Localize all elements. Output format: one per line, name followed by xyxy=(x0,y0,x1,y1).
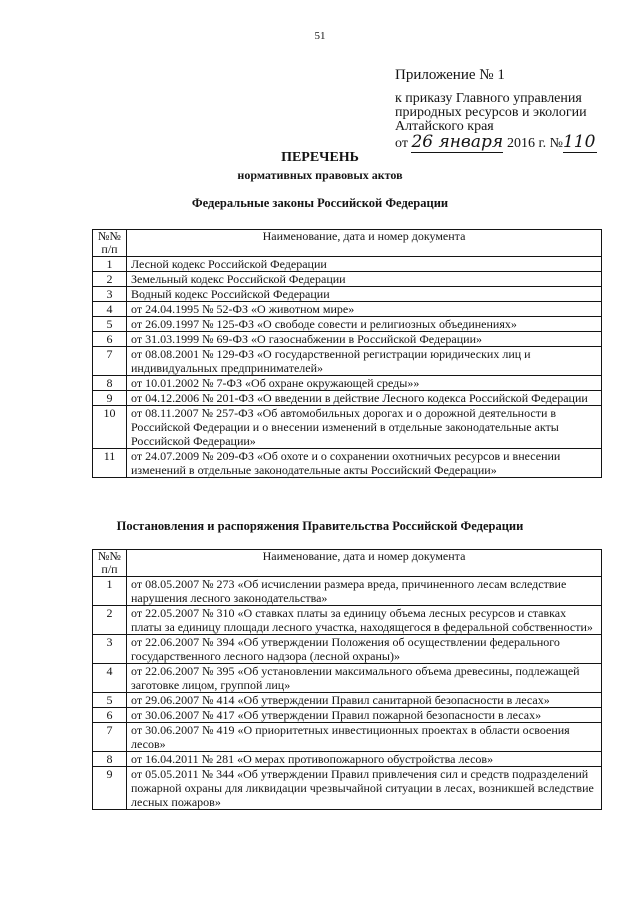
table-row xyxy=(93,752,602,767)
row-number: 6 xyxy=(93,708,127,723)
table-row xyxy=(93,287,602,302)
document-name: от 30.06.2007 № 419 «О приоритетных инвестиционных проектах в области освоения лесов» xyxy=(127,723,602,752)
row-number: 5 xyxy=(93,317,127,332)
document-name: от 24.04.1995 № 52-ФЗ «О животном мире» xyxy=(127,302,602,317)
row-number: 5 xyxy=(93,693,127,708)
document-name: от 22.05.2007 № 310 «О ставках платы за единицу объема лесных ресурсов и ставках платы за единицу площади лесного участка, находящегося в федеральной собственности» xyxy=(127,606,602,635)
date-prefix: от xyxy=(395,136,408,151)
table-row xyxy=(93,767,602,810)
table-row xyxy=(93,635,602,664)
appendix-line-3: Алтайского края xyxy=(395,119,494,134)
row-number: 9 xyxy=(93,391,127,406)
date-year: 2016 г. xyxy=(506,136,547,151)
row-number: 11 xyxy=(93,449,127,478)
table-row xyxy=(93,391,602,406)
row-number: 4 xyxy=(93,302,127,317)
document-name: от 22.06.2007 № 395 «Об установлении максимального объема древесины, подлежащей заготовке лицом, группой лиц» xyxy=(127,664,602,693)
row-number: 7 xyxy=(93,723,127,752)
section-heading-federal-laws: Федеральные законы Российской Федерации xyxy=(191,196,449,210)
federal-laws-table xyxy=(92,229,602,478)
document-title: ПЕРЕЧЕНЬ xyxy=(281,150,359,165)
table-row xyxy=(93,708,602,723)
document-name: от 16.04.2011 № 281 «О мерах противопожарного обустройства лесов» xyxy=(127,752,602,767)
column-header-name: Наименование, дата и номер документа xyxy=(127,550,602,577)
row-number: 9 xyxy=(93,767,127,810)
column-header-number: №№ п/п xyxy=(93,550,127,577)
appendix-title: Приложение № 1 xyxy=(395,67,505,83)
document-name: Земельный кодекс Российской Федерации xyxy=(127,272,602,287)
document-name: от 08.11.2007 № 257-ФЗ «Об автомобильных дорогах и о дорожной деятельности в Российской Федерации и о внесении изменений в отдельные законодательные акты Российской Федерации» xyxy=(127,406,602,449)
document-name: от 10.01.2002 № 7-ФЗ «Об охране окружающей среды»» xyxy=(127,376,602,391)
table-row xyxy=(93,257,602,272)
document-name: от 24.07.2009 № 209-ФЗ «Об охоте и о сохранении охотничьих ресурсов и внесении изменений в отдельные законодательные акты Российский Федерации» xyxy=(127,449,602,478)
appendix-line-1: к приказу Главного управления xyxy=(395,91,582,106)
table-row xyxy=(93,664,602,693)
row-number: 4 xyxy=(93,664,127,693)
table-row xyxy=(93,317,602,332)
document-subtitle: нормативных правовых актов xyxy=(237,168,403,182)
document-name: Водный кодекс Российской Федерации xyxy=(127,287,602,302)
row-number: 10 xyxy=(93,406,127,449)
document-name: от 26.09.1997 № 125-ФЗ «О свободе совести и религиозных объединениях» xyxy=(127,317,602,332)
government-decrees-table xyxy=(92,549,602,810)
table-header-row xyxy=(93,230,602,257)
table-row xyxy=(93,347,602,376)
section-heading-government-decrees: Постановления и распоряжения Правительства Российской Федерации xyxy=(116,519,524,533)
document-name: Лесной кодекс Российской Федерации xyxy=(127,257,602,272)
row-number: 3 xyxy=(93,635,127,664)
table-row xyxy=(93,693,602,708)
appendix-block xyxy=(395,66,630,153)
row-number: 2 xyxy=(93,606,127,635)
table-row xyxy=(93,302,602,317)
table-row xyxy=(93,577,602,606)
row-number: 7 xyxy=(93,347,127,376)
handwritten-number: 110 xyxy=(562,132,596,152)
table-row xyxy=(93,406,602,449)
document-name: от 08.05.2007 № 273 «Об исчислении размера вреда, причиненного лесам вследствие нарушения лесного законодательства» xyxy=(127,577,602,606)
table-row xyxy=(93,606,602,635)
document-name: от 22.06.2007 № 394 «Об утверждении Положения об осуществлении федерального государственного лесного надзора (лесной охраны)» xyxy=(127,635,602,664)
table-row xyxy=(93,376,602,391)
appendix-line-2: природных ресурсов и экологии xyxy=(395,105,587,120)
row-number: 1 xyxy=(93,257,127,272)
row-number: 2 xyxy=(93,272,127,287)
table-row xyxy=(93,272,602,287)
handwritten-date: 26 января xyxy=(411,132,504,152)
document-name: от 05.05.2011 № 344 «Об утверждении Правил привлечения сил и средств подразделений пожарной охраны для ликвидации чрезвычайной ситуации в лесах, возникшей вследствие лесных пожаров» xyxy=(127,767,602,810)
document-name: от 31.03.1999 № 69-ФЗ «О газоснабжении в Российской Федерации» xyxy=(127,332,602,347)
row-number: 1 xyxy=(93,577,127,606)
page-number: 51 xyxy=(314,30,326,42)
document-name: от 04.12.2006 № 201-ФЗ «О введении в действие Лесного кодекса Российской Федерации xyxy=(127,391,602,406)
row-number: 8 xyxy=(93,752,127,767)
column-header-number: №№ п/п xyxy=(93,230,127,257)
row-number: 8 xyxy=(93,376,127,391)
document-name: от 30.06.2007 № 417 «Об утверждении Правил пожарной безопасности в лесах» xyxy=(127,708,602,723)
table-row xyxy=(93,449,602,478)
column-header-name: Наименование, дата и номер документа xyxy=(127,230,602,257)
row-number: 6 xyxy=(93,332,127,347)
table-row xyxy=(93,332,602,347)
number-prefix: № xyxy=(549,136,563,151)
row-number: 3 xyxy=(93,287,127,302)
document-name: от 08.08.2001 № 129-ФЗ «О государственной регистрации юридических лиц и индивидуальных предпринимателей» xyxy=(127,347,602,376)
table-row xyxy=(93,723,602,752)
table-header-row xyxy=(93,550,602,577)
document-name: от 29.06.2007 № 414 «Об утверждении Правил санитарной безопасности в лесах» xyxy=(127,693,602,708)
